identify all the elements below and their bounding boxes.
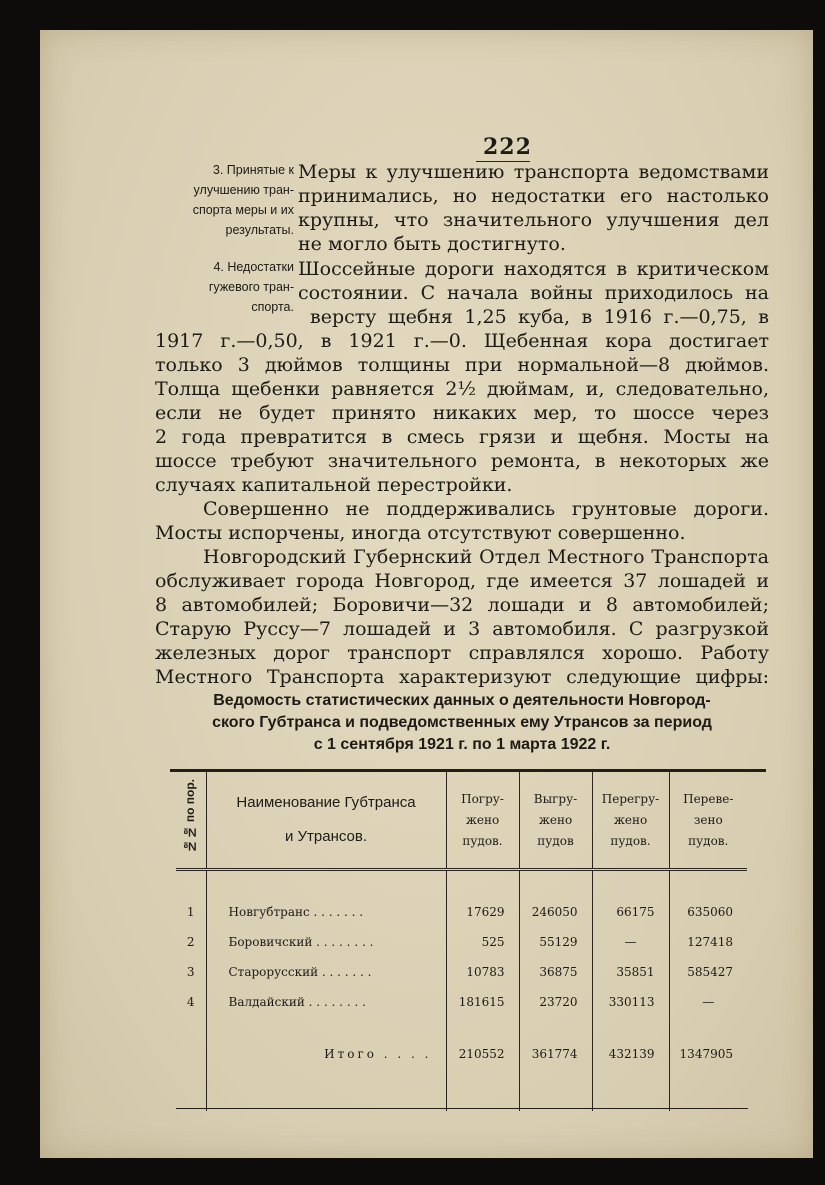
header-unloaded [519,772,592,870]
header-reloaded-line: жено [613,812,648,827]
header-transported [669,772,747,870]
cell-total-label: Итого . . . . [206,1017,446,1081]
body-line: состоянии. С начала войны приходилось на [298,282,769,304]
body-line: Совершенно не поддерживались грунтовые дороги. [203,498,769,520]
table-caption-line: с 1 сентября 1921 г. по 1 марта 1922 г. [313,736,611,753]
header-loaded-line: жено [465,812,500,827]
header-index-label: №№ по пор. [183,779,198,854]
header-transported-line: Переве- [683,791,734,806]
margin-note-line: результаты. [225,223,294,237]
cell-reloaded: 35851 [592,957,669,987]
body-line: шоссе требуют значительного ремонта, в некоторых же [155,450,769,472]
margin-note-line: спорта. [251,300,294,314]
cell-unloaded: 246050 [519,870,592,928]
margin-note-line: 3. Принятые к [212,163,294,177]
table-header-row [176,772,747,870]
cell-name: Боровичский . . . . . . . . [206,927,446,957]
header-unloaded-line: пудов [537,833,574,848]
body-line: Мосты испорчены, иногда отсутствуют совершенно. [155,522,686,544]
cell-loaded: 17629 [446,870,519,928]
body-line: Толща щебенки равняется 2½ дюймам, и, следовательно, [155,378,769,400]
header-index [176,772,206,870]
cell-total-transported: 1347905 [669,1017,747,1081]
cell-index: 1 [186,905,195,919]
margin-note-4 [158,257,294,317]
cell-loaded: 181615 [446,987,519,1017]
table-caption-line: Ведомость статистических данных о деятельности Новгород- [213,692,711,709]
page-number: 222 [483,134,532,160]
pad-cell [176,1081,206,1111]
cell-reloaded: — [592,927,669,957]
body-line: Местного Транспорта характеризуют следующие цифры: [155,666,769,688]
pad-cell [519,1081,592,1111]
cell-transported: 585427 [669,957,747,987]
table-total-row [176,1017,747,1081]
body-line: если не будет принято никаких мер, то шоссе через [155,402,769,424]
cell-unloaded: 36875 [519,957,592,987]
header-loaded-line: Погру- [461,791,504,806]
body-line: железных дорог транспорт справлялся хорошо. Работу [155,642,769,664]
header-transported-line: зено [693,812,723,827]
cell-loaded: 10783 [446,957,519,987]
cell-total-reloaded: 432139 [592,1017,669,1081]
body-line: Старую Руссу—7 лошадей и 3 автомобиля. С разгрузкой [155,618,769,640]
table-row [176,927,747,957]
pad-cell [206,1081,446,1111]
margin-note-line: гужевого тран- [208,280,294,294]
table-row [176,987,747,1017]
body-line: версту щебня 1,25 куба, в 1916 г.—0,75, в [310,306,769,328]
table-row [176,870,747,928]
header-reloaded-line: пудов. [610,833,651,848]
body-line: Новгородский Губернский Отдел Местного Транспорта [203,546,769,568]
body-line: крупны, что значительного улучшения дел [298,209,769,231]
cell-transported: 127418 [669,927,747,957]
cell-name: Валдайский . . . . . . . . [206,987,446,1017]
cell-total-loaded: 210552 [446,1017,519,1081]
cell-unloaded: 23720 [519,987,592,1017]
header-name-line: Наименование Губтранса [236,794,416,811]
cell-name: Старорусский . . . . . . . [206,957,446,987]
table-row [176,957,747,987]
cell-unloaded: 55129 [519,927,592,957]
stats-table [176,772,747,1111]
margin-note-line: улучшению тран- [193,183,294,197]
header-loaded-line: пудов. [462,833,503,848]
cell-reloaded: 330113 [592,987,669,1017]
header-name-line: и Утрансов. [284,828,368,845]
header-reloaded [592,772,669,870]
body-line: не могло быть достигнуто. [298,233,566,255]
header-reloaded-line: Перегру- [601,791,660,806]
header-transported-line: пудов. [688,833,729,848]
cell-transported: — [669,987,747,1017]
margin-note-line: 4. Недостатки [213,260,294,274]
body-line: Шоссейные дороги находятся в критическом [298,258,769,280]
table-caption-line: ского Губтранса и подведомственных ему Утрансов за период [212,714,712,731]
cell-transported: 635060 [669,870,747,928]
pad-cell [446,1081,519,1111]
body-line: случаях капитальной перестройки. [155,474,513,496]
cell-reloaded: 66175 [592,870,669,928]
body-line: принимались, но недостатки его настолько [298,185,769,207]
body-line: обслуживает города Новгород, где имеется 37 лошадей и [155,570,769,592]
cell-total-unloaded: 361774 [519,1017,592,1081]
margin-note-3 [158,160,294,240]
body-line: 8 автомобилей; Боровичи—32 лошади и 8 автомобилей; [155,594,769,616]
body-line: 2 года превратится в смесь грязи и щебня. Мосты на [155,426,769,448]
cell-loaded: 525 [446,927,519,957]
body-line: Меры к улучшению транспорта ведомствами [298,161,769,183]
header-unloaded-line: жено [538,812,573,827]
body-line: только 3 дюймов толщины при нормальной—8 дюймов. [155,354,769,376]
header-loaded [446,772,519,870]
cell-index-empty [176,1017,206,1081]
cell-index: 3 [186,965,195,979]
header-unloaded-line: Выгру- [533,791,578,806]
margin-note-line: спорта меры и их [192,203,294,217]
body-line: 1917 г.—0,50, в 1921 г.—0. Щебенная кора достигает [155,330,769,352]
table-caption [155,690,769,756]
table-bottom-rule [176,1108,748,1109]
cell-index: 2 [186,935,195,949]
pad-cell [669,1081,747,1111]
pad-cell [592,1081,669,1111]
header-name [206,772,446,870]
cell-index: 4 [186,995,195,1009]
cell-name: Новгубтранс . . . . . . . [206,870,446,928]
table-padding-row [176,1081,747,1111]
